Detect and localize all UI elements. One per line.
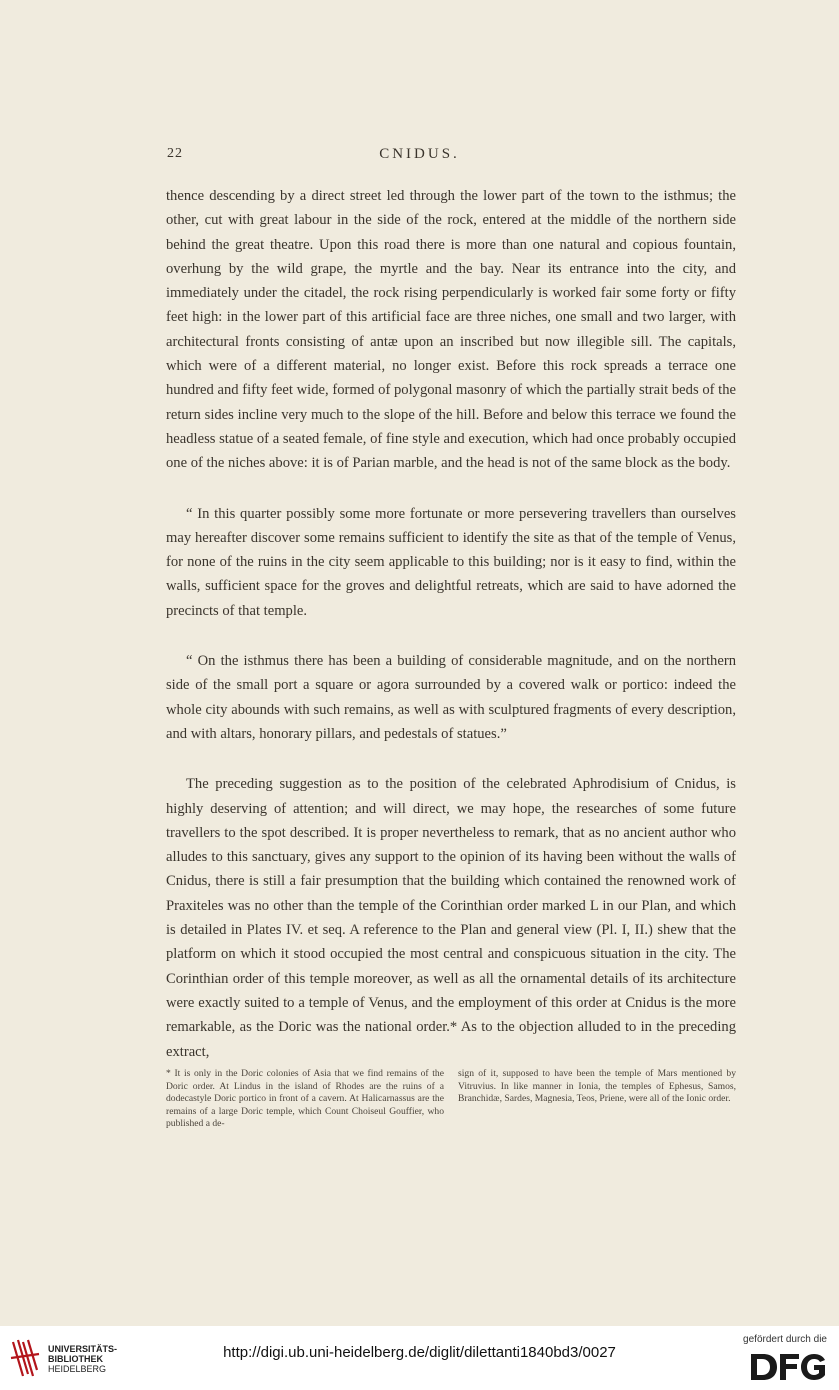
library-name-line-3: HEIDELBERG [48, 1364, 107, 1374]
library-name-line-1: UNIVERSITÄTS- [48, 1344, 118, 1354]
paragraph-4: The preceding suggestion as to the position of the celebrated Aphrodisium of Cnidus, is highly deserving of attention; and will direct, we may hope, the researches of some future travellers to the spot described. It is proper nevertheless to remark, that as no ancient author who alludes to this sanctuary, gives any support to the opinion of its having been without the walls of Cnidus, there is still a fair presumption that the building which contained the renowned work of Praxiteles was no other than the temple of the Corinthian order marked L in our Plan, and which is detailed in Plates IV. et seq. A reference to the Plan and general view (Pl. I, II.) shew that the platform on which it stood occupied the most central and conspicuous situation in the city. The Corinthian order of this temple moreover, as well as all the ornamental details of its architecture were exactly suited to a temple of Venus, and the employment of this order at Cnidus is the more remarkable, as the Doric was the national order.* As to the objection alluded to in the preceding extract, [166, 776, 736, 1060]
viewer-footer [0, 1326, 839, 1390]
running-head: CNIDUS. [379, 146, 460, 162]
body-text [166, 184, 736, 1064]
library-name-line-2: BIBLIOTHEK [48, 1354, 103, 1364]
paragraph-3: “ On the isthmus there has been a building of considerable magnitude, and on the northern side of the small port a square or agora surrounded by a covered walk or portico: indeed the whole city abounds with such remains, as well as with sculptured fragments of every description, and with altars, honorary pillars, and pedestals of statues.” [166, 653, 736, 742]
page-number: 22 [167, 146, 183, 161]
permalink-url[interactable]: http://digi.ub.uni-heidelberg.de/diglit/dilettanti1840bd3/0027 [223, 1344, 616, 1361]
paragraph-1: thence descending by a direct street led through the lower part of the town to the isthmus; the other, cut with great labour in the side of the rock, entered at the middle of the northern side behind the great theatre. Upon this road there is more than one natural and copious fountain, overhung by the wild grape, the myrtle and the bay. Near its entrance into the city, and immediately under the citadel, the rock rising perpendicularly is worked fair some forty or fifty feet high: in the lower part of this artificial face are three niches, one small and two larger, with architectural fronts consisting of antæ upon an inscribed but now illegible sill. The capitals, which were of a different material, no longer exist. Before this rock spreads a terrace one hundred and fifty feet wide, formed of polygonal masonry of which the partially strait beds of the return sides incline very much to the slope of the hill. Before and below this terrace we found the headless statue of a seated female, of fine style and execution, which had once probably occupied one of the niches above: it is of Parian marble, and the head is not of the same block as the body. [166, 188, 736, 472]
page-header [0, 146, 839, 170]
footnote-right-column: sign of it, supposed to have been the temple of Mars mentioned by Vitruvius. In like manner in Ionia, the temples of Ephesus, Samos, Branchidæ, Sardes, Magnesia, Teos, Priene, were all of the Ionic order. [458, 1068, 736, 1105]
sponsor-label: gefördert durch die [743, 1334, 827, 1345]
paragraph-2: “ In this quarter possibly some more fortunate or more persevering travellers than ourselves may hereafter discover some remains sufficient to identify the site as that of the temple of Venus, for none of the ruins in the city seem applicable to this building; nor is it easy to find, within the walls, sufficient space for the groves and delightful retreats, which are said to have adorned the precincts of that temple. [166, 505, 736, 619]
footnotes [166, 1068, 736, 1131]
footnote-left-column: * It is only in the Doric colonies of Asia that we find remains of the Doric order. At Lindus in the island of Rhodes are the ruins of a dodecastyle Doric portico in front of a cavern. At Halicarnassus are the remains of a large Doric temple, which Count Choiseul Gouffier, who published a de- [166, 1068, 444, 1130]
dfg-logo-icon[interactable] [749, 1352, 827, 1382]
